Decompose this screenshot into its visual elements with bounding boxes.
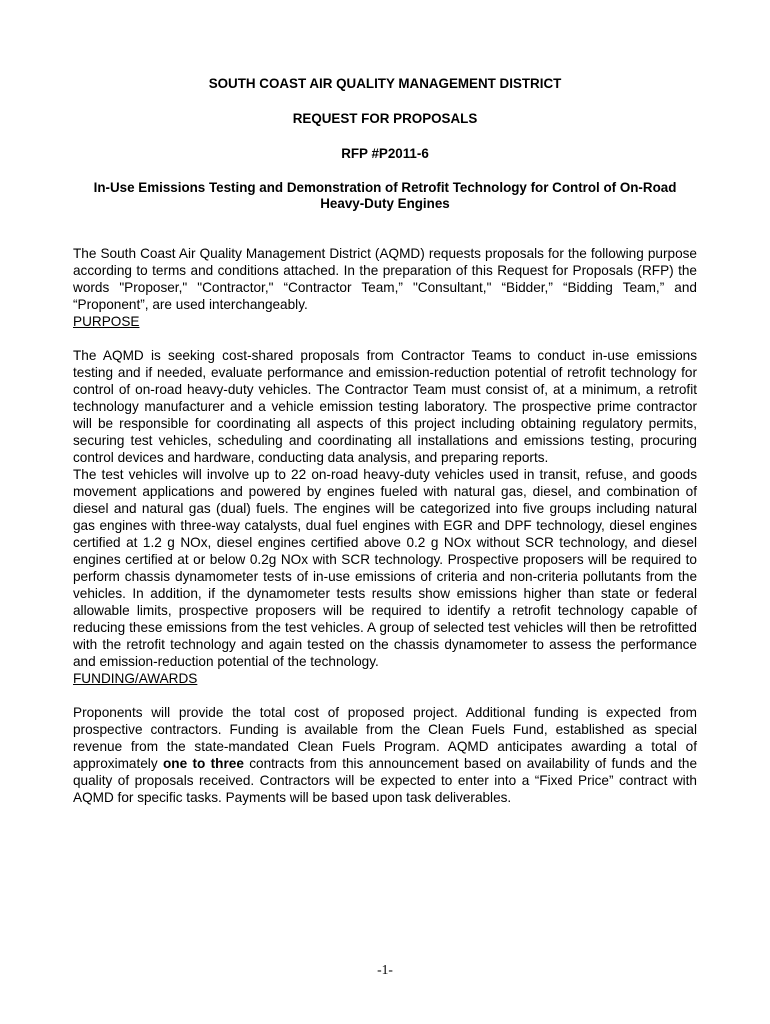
funding-text-before: Proponents will provide the total cost of proposed project. Additional funding is expected from prospective contractors. Funding is available from the Clean Fuels Fund, established as special revenue from the state-mandated Clean Fuels Program. AQMD anticipates awarding a total of approximately — [73, 705, 697, 771]
document-type-heading: REQUEST FOR PROPOSALS — [292, 111, 478, 126]
funding-paragraph — [73, 704, 697, 806]
funding-heading: FUNDING/AWARDS — [73, 671, 198, 686]
rfp-title: In-Use Emissions Testing and Demonstration of Retrofit Technology for Control of On-Road Heavy-Duty Engines — [93, 180, 677, 211]
purpose-paragraph-1: The AQMD is seeking cost-shared proposals from Contractor Teams to conduct in-use emissions testing and if needed, evaluate performance and emission-reduction potential of retrofit technology for control of on-road heavy-duty vehicles. The Contractor Team must consist of, at a minimum, a retrofit technology manufacturer and a vehicle emission testing laboratory. The prospective prime contractor will be responsible for coordinating all aspects of this project including obtaining regulatory permits, securing test vehicles, scheduling and coordinating all installations and emissions testing, procuring control devices and hardware, conducting data analysis, and preparing reports. — [73, 348, 697, 465]
purpose-heading: PURPOSE — [73, 314, 140, 329]
document-page — [73, 76, 697, 806]
page-number: -1- — [377, 962, 393, 977]
rfp-number: RFP #P2011-6 — [341, 146, 429, 161]
funding-text-after: contracts from this announcement based on availability of funds and the quality of proposals received. Contractors will be expected to enter into a “Fixed Price” contract with AQMD for specific tasks. Payments will be based upon task deliverables. — [73, 756, 698, 805]
intro-paragraph: The South Coast Air Quality Management District (AQMD) requests proposals for the following purpose according to terms and conditions attached. In the preparation of this Request for Proposals (RFP) the words "Proposer," "Contractor," “Contractor Team,” "Consultant," “Bidder,” “Bidding Team,” and “Proponent”, are used interchangeably. — [73, 246, 697, 312]
organization-heading: SOUTH COAST AIR QUALITY MANAGEMENT DISTRICT — [208, 76, 562, 91]
funding-award-count: one to three — [162, 756, 244, 771]
purpose-paragraph-2: The test vehicles will involve up to 22 on-road heavy-duty vehicles used in transit, refuse, and goods movement applications and powered by engines fueled with natural gas, diesel, and combination of diesel and natural gas (dual) fuels. The engines will be categorized into five groups including natural gas engines with three-way catalysts, dual fuel engines with EGR and DPF technology, diesel engines certified at 1.2 g NOx, diesel engines certified above 0.2 g NOx without SCR technology, and diesel engines certified at or below 0.2g NOx with SCR technology. Prospective proposers will be required to perform chassis dynamometer tests of in-use emissions of criteria and non-criteria pollutants from the vehicles. In addition, if the dynamometer tests results show emissions higher than state or federal allowable limits, prospective proposers will be required to identify a retrofit technology capable of reducing these emissions from the test vehicles. A group of selected test vehicles will then be retrofitted with the retrofit technology and again tested on the chassis dynamometer to assess the performance and emission-reduction potential of the technology. — [73, 467, 697, 669]
